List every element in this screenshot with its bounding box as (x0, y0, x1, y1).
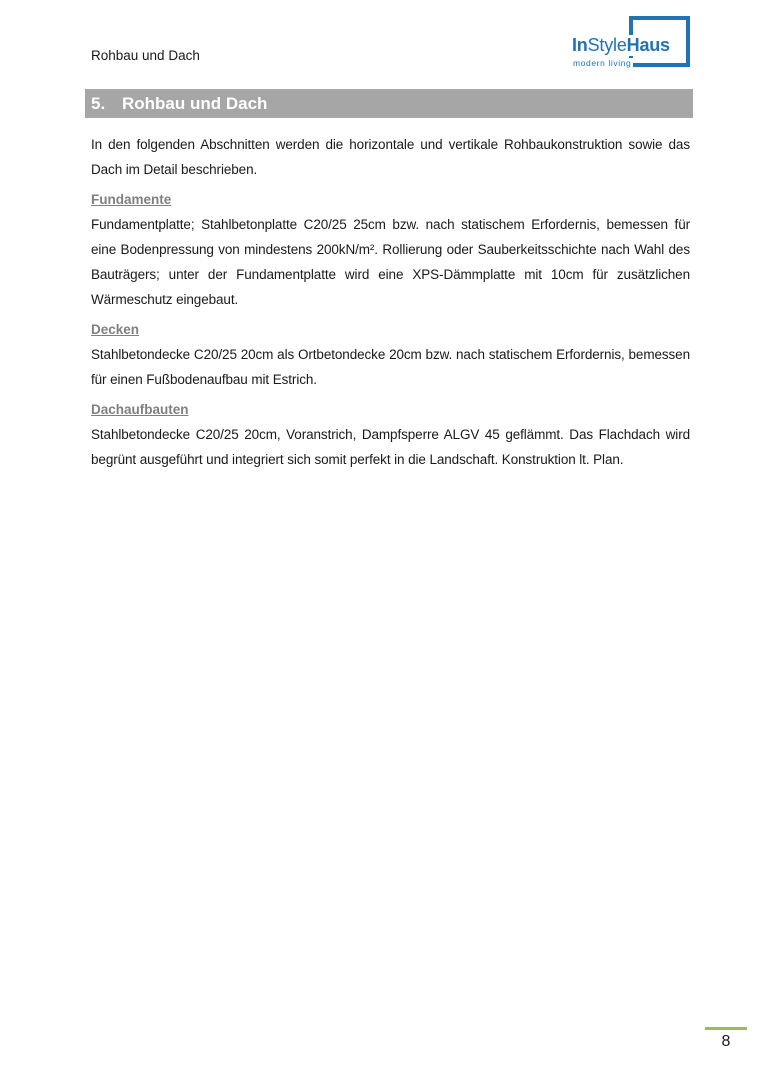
instylehaus-logo (572, 13, 696, 73)
logo-wordmark (572, 35, 672, 56)
intro-paragraph: In den folgenden Abschnitten werden die horizontale und vertikale Rohbaukonstruktion sowie das Dach im Detail beschrieben. (91, 137, 690, 177)
subheading-decken: Decken (91, 322, 140, 337)
logo-tagline: modern living (573, 58, 632, 68)
logo-word-haus: Haus (626, 35, 670, 55)
footer-rule (705, 1027, 747, 1030)
subheading-fundamente: Fundamente (91, 192, 172, 207)
page-number: 8 (721, 1033, 731, 1050)
running-header-title: Rohbau und Dach (91, 48, 200, 63)
paragraph-decken: Stahlbetondecke C20/25 20cm als Ortbetondecke 20cm bzw. nach statischem Erfordernis, bemessen für einen Fußbodenaufbau mit Estrich. (91, 347, 690, 387)
page-footer (705, 1027, 747, 1051)
logo-word-style: Style (587, 35, 627, 55)
document-body (91, 132, 690, 472)
section-heading-bar (85, 89, 693, 118)
section-title: Rohbau und Dach (122, 94, 268, 113)
subheading-dachaufbauten: Dachaufbauten (91, 402, 189, 417)
section-number: 5. (91, 94, 106, 113)
logo-word-in: In (572, 35, 588, 55)
paragraph-dachaufbauten: Stahlbetondecke C20/25 20cm, Voranstrich, Dampfsperre ALGV 45 geflämmt. Das Flachdach wird begrünt ausgeführt und integriert sich somit perfekt in die Landschaft. Konstruktion lt. Plan. (91, 427, 690, 467)
paragraph-fundamente: Fundamentplatte; Stahlbetonplatte C20/25 25cm bzw. nach statischem Erfordernis, bemessen für eine Bodenpressung von mindestens 200kN/m². Rollierung oder Sauberkeitsschichte nach Wahl des Bauträgers; unter der Fundamentplatte wird eine XPS-Dämmplatte mit 10cm für zusätzlichen Wärmeschutz eingebaut. (91, 217, 690, 307)
